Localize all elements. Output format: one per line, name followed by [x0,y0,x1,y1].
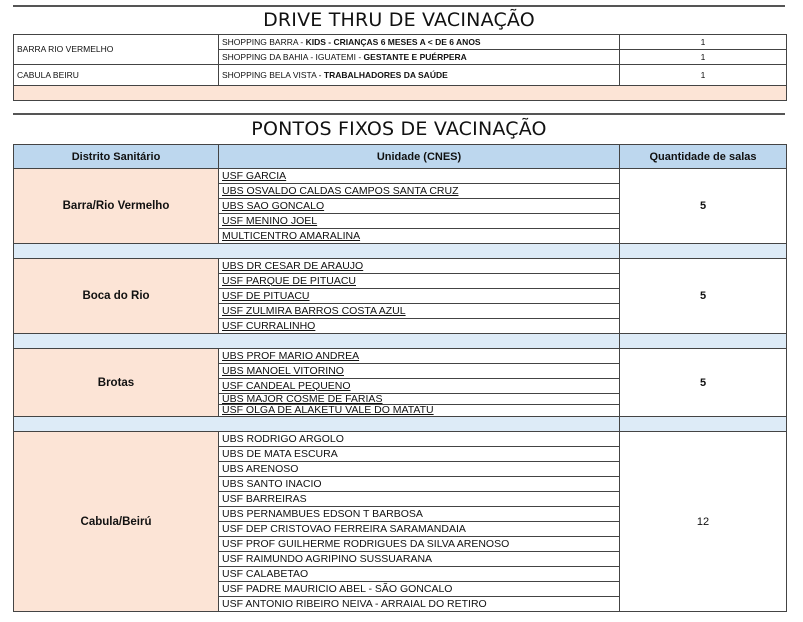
unit-cell: USF MENINO JOEL [219,214,620,229]
district-cell: Boca do Rio [14,259,219,334]
pontos-fixos-table [13,144,787,612]
unit-cell: UBS SAO GONCALO [219,199,620,214]
unit-cell: UBS OSVALDO CALDAS CAMPOS SANTA CRUZ [219,184,620,199]
unit-cell: USF CURRALINHO [219,319,620,334]
unit-cell: USF PARQUE DE PITUACU [219,274,620,289]
rooms-cell: 5 [620,169,787,244]
spacer-row [14,417,787,432]
unit-cell: UBS MAJOR COSME DE FARIAS [219,394,620,405]
section-divider [13,113,785,115]
rooms-cell: 5 [620,349,787,417]
unit-cell: USF RAIMUNDO AGRIPINO SUSSUARANA [219,552,620,567]
header-district: Distrito Sanitário [14,145,219,169]
unit-cell: UBS SANTO INACIO [219,477,620,492]
unit-cell: UBS MANOEL VITORINO [219,364,620,379]
quantity-cell: 1 [620,65,787,86]
unit-cell: USF DE PITUACU [219,289,620,304]
unit-cell: UBS PROF MARIO ANDREA [219,349,620,364]
header-row [14,145,787,169]
quantity-cell: 1 [620,50,787,65]
location-cell [219,65,620,86]
district-cell: Brotas [14,349,219,417]
table-row [14,349,787,364]
location-audience: GESTANTE E PUÉRPERA [363,51,467,62]
unit-cell: UBS DR CESAR DE ARAUJO [219,259,620,274]
spacer-row [14,334,787,349]
rooms-cell: 5 [620,259,787,334]
top-divider [13,5,785,7]
unit-cell: USF OLGA DE ALAKETU VALE DO MATATU [219,405,620,417]
header-unit: Unidade (CNES) [219,145,620,169]
drive-thru-title: DRIVE THRU DE VACINAÇÃO [263,9,535,31]
header-rooms: Quantidade de salas [620,145,787,169]
spacer-cell [14,244,620,259]
unit-cell: UBS DE MATA ESCURA [219,447,620,462]
spacer-cell [14,334,620,349]
unit-cell: USF CALABETAO [219,567,620,582]
table-row-empty [14,86,787,101]
table-row [14,65,787,86]
location-cell [219,35,620,50]
quantity-cell: 1 [620,35,787,50]
unit-cell: UBS RODRIGO ARGOLO [219,432,620,447]
spacer-cell [620,334,787,349]
district-cell: Barra/Rio Vermelho [14,169,219,244]
location-place: SHOPPING BARRA - [222,36,306,47]
empty-cell [14,86,787,101]
rooms-cell: 12 [620,432,787,612]
unit-cell: USF PROF GUILHERME RODRIGUES DA SILVA ARENOSO [219,537,620,552]
unit-cell: USF CANDEAL PEQUENO [219,379,620,394]
unit-cell: UBS ARENOSO [219,462,620,477]
district-cell: BARRA RIO VERMELHO [14,35,219,65]
unit-cell: MULTICENTRO AMARALINA [219,229,620,244]
location-place: SHOPPING DA BAHIA - IGUATEMI - [222,51,364,62]
district-cell: Cabula/Beirú [14,432,219,612]
spacer-cell [14,417,620,432]
unit-cell: USF PADRE MAURICIO ABEL - SÃO GONCALO [219,582,620,597]
unit-cell: USF BARREIRAS [219,492,620,507]
drive-thru-table [13,34,787,101]
location-place: SHOPPING BELA VISTA - [222,69,324,80]
table-row [14,35,787,50]
district-cell: CABULA BEIRU [14,65,219,86]
unit-cell: USF ZULMIRA BARROS COSTA AZUL [219,304,620,319]
unit-cell: USF DEP CRISTOVAO FERREIRA SARAMANDAIA [219,522,620,537]
location-cell [219,50,620,65]
location-audience: KIDS - CRIANÇAS 6 MESES A < DE 6 ANOS [305,36,481,47]
table-row [14,432,787,447]
spacer-row [14,244,787,259]
unit-cell: UBS PERNAMBUES EDSON T BARBOSA [219,507,620,522]
unit-cell: USF GARCIA [219,169,620,184]
spacer-cell [620,244,787,259]
spacer-cell [620,417,787,432]
unit-cell: USF ANTONIO RIBEIRO NEIVA - ARRAIAL DO RETIRO [219,597,620,612]
pontos-fixos-title: PONTOS FIXOS DE VACINAÇÃO [251,118,547,140]
table-row [14,169,787,184]
location-audience: TRABALHADORES DA SAÚDE [323,69,448,80]
table-row [14,259,787,274]
